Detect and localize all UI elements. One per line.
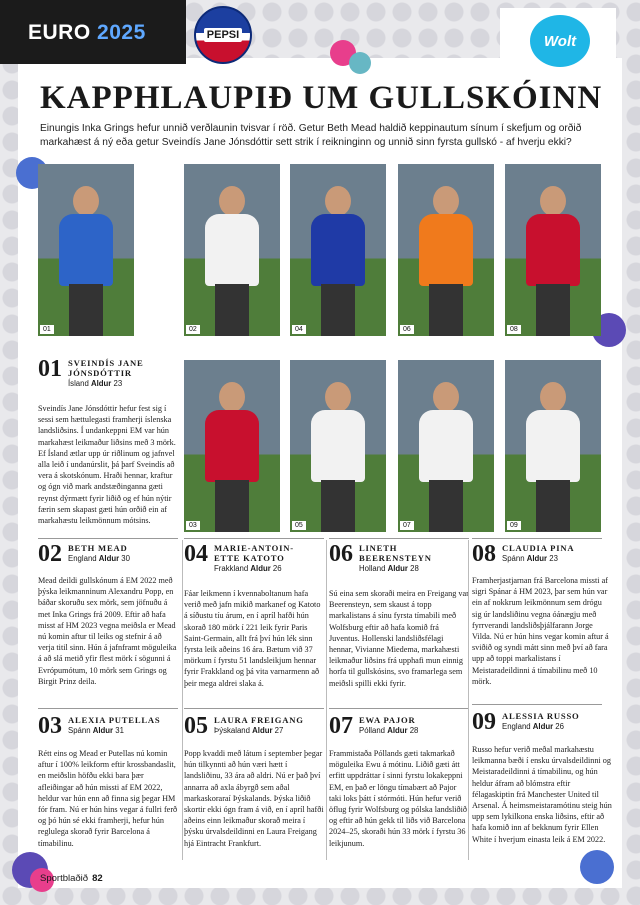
page-number: 82 (92, 873, 103, 884)
player-legs (321, 480, 355, 532)
player-name: ALESSIA RUSSO (502, 711, 580, 721)
player-shirt (526, 410, 580, 482)
column-divider (326, 540, 327, 860)
intro-paragraph: Einungis Inka Grings hefur unnið verðlaunin tvisvar í röð. Getur Beth Mead haldið keppinautum sínum í skefjum og orðið markahæst á ný eða getur Sveindís Jane Jónsdóttir sett strik í reikninginn og unnið sinn fyrsta gullskó - af hverju ekki? (40, 123, 582, 148)
player-meta: Holland Aldur 28 (359, 564, 419, 573)
euro-2025-banner: EURO 2025 (0, 0, 186, 64)
player-meta: Spánn Aldur 31 (68, 726, 124, 735)
player-description: Frammistaða Póllands gæti takmarkað möguleika Ewu á mótinu. Liðið gæti átt erfitt uppdráttar í sinni fyrstu lokakeppni EM, en það er löngu tímabært að Pajor taki loks þátt í stórmóti. Hún hefur verið öflug fyrir Wolfsburg og pólska landsliðið og eftir að hún gekk til liðs við Barcelona 2024–25, skoraði hún 33 mörk í fyrstu 36 leikjunum. (329, 749, 467, 848)
player-shirt (205, 410, 259, 482)
player-rank: 01 (38, 356, 62, 382)
photo-number: 09 (507, 521, 521, 530)
section-divider (38, 708, 178, 709)
photo-number: 03 (186, 521, 200, 530)
section-divider (38, 538, 178, 539)
player-shirt (311, 214, 365, 286)
player-heading (38, 543, 178, 565)
player-meta: Spánn Aldur 23 (502, 554, 558, 563)
player-name: LAURA FREIGANG (214, 715, 304, 725)
player-legs (215, 284, 249, 336)
player-head (433, 186, 459, 216)
player-shirt (419, 214, 473, 286)
player-head (219, 382, 245, 412)
wolt-logo: Wolt (530, 15, 590, 67)
section-divider (472, 538, 602, 539)
player-heading (329, 543, 469, 573)
headline: KAPPHLAUPIÐ UM GULLSKÓINN (40, 80, 603, 116)
player-description: Framherjastjarnan frá Barcelona missti af sigri Spánar á HM 2023, þar sem hún var ein af nokkrum leikmönnum sem drógu sig úr landsliðinu vegna óánægju með fyrrverandi landsliðsþjálfarann Jorge Vilda. Nú er hún hins vegar komin aftur á sviðið og syndi mátt sinn með því að fara upp að toppi markalistans í Meistaradeildinni á tímabilinu með 10 mörk. (472, 576, 609, 686)
page-footer (40, 873, 103, 884)
player-head (433, 382, 459, 412)
section-divider (329, 538, 469, 539)
player-shirt (205, 214, 259, 286)
player-head (540, 382, 566, 412)
player-head (540, 186, 566, 216)
photo-number: 04 (292, 325, 306, 334)
player-heading (184, 715, 324, 737)
player-photo (505, 360, 601, 532)
player-heading (472, 711, 612, 733)
player-name: EWA PAJOR (359, 715, 416, 725)
decor-dot-blue-bottom (580, 850, 614, 884)
photo-number: 07 (400, 521, 414, 530)
player-heading (184, 543, 324, 573)
player-photo (38, 164, 134, 336)
player-name: ALEXIA PUTELLAS (68, 715, 161, 725)
player-description: Mead deildi gullskónum á EM 2022 með þýska leikmanninum Alexandru Popp, en báðar skoruðu sex mörk, sem jöfnuðu á met Inka Grings frá 2009. Eftir að hafa misst af HM 2023 vegna meiðsla er Mead nú komin aftur til leiks og stefnir á að verja titil sinn. Hún á jafnframt möguleika á að slá metið yfir flest mörk í sögunni á Evrópumótum, 10 mörk sem Grings og Birgit Prinz deila. (38, 576, 177, 686)
player-head (325, 382, 351, 412)
player-heading (329, 715, 469, 737)
player-meta: Ísland Aldur 23 (68, 379, 123, 388)
player-rank: 04 (184, 541, 208, 567)
photo-number: 05 (292, 521, 306, 530)
player-shirt (311, 410, 365, 482)
player-meta: Frakkland Aldur 26 (214, 564, 282, 573)
footer-section: Sportblaðið (40, 873, 89, 884)
photo-number: 02 (186, 325, 200, 334)
player-shirt (419, 410, 473, 482)
section-divider (329, 708, 469, 709)
section-divider (184, 538, 324, 539)
player-legs (215, 480, 249, 532)
player-meta: Þýskaland Aldur 27 (214, 726, 284, 735)
player-rank: 08 (472, 541, 496, 567)
column-divider (468, 540, 469, 860)
player-photo (398, 164, 494, 336)
player-legs (536, 480, 570, 532)
player-heading (472, 543, 612, 565)
player-description: Russo hefur verið meðal markahæstu leikmanna bæði í ensku úrvalsdeildinni og Meistaradeildinni á tímabilinu, og hún heldur áfram að blómstra eftir félagaskiptin frá Manchester United til Arsenal. Á heimsmeistaramótinu steig hún upp sem lykilkona enska liðsins, eftir að hafa komið inn af bekknum fyrir Ellen White í hverjum einasta leik á EM 2022. (472, 745, 612, 844)
player-photo (184, 164, 280, 336)
player-rank: 06 (329, 541, 353, 567)
section-divider (472, 704, 602, 705)
player-rank: 05 (184, 713, 208, 739)
player-description: Rétt eins og Mead er Putellas nú komin aftur í 100% leikform eftir krossbandaslit, en meiðslin höfðu ekki bara þær afleiðingar að hún missti af EM 2022, heldur var hún enn að finna sig þegar HM fór fram. Nú er hún hins vegar á fullri ferð og þó hún sé ekki framherji, hefur hún reglulega skorað fyrir Barcelona á tímabilinu. (38, 749, 178, 848)
player-description: Sveindís Jane Jónsdóttir hefur fest sig í sessi sem hættulegasti framherji íslenska landsliðsins. Í undankeppni EM var hún markahæst leikmaður liðsins með 3 mörk. Ef Ísland ætlar upp úr riðlinum og jafnvel alla leið í undanúrslit, þá þarf Sveindís að vera á skotskónum. Hraði hennar, kraftur og ógn við mark andstæðinganna gæti reynst dýrmætt fyrir liðið og ef hún nýtir færin sem skapast gæti hún orðið ein af markahæstu leikmönnum mótsins. (38, 404, 176, 526)
player-description: Fáar leikmenn í kvennaboltanum hafa verið með jafn mikið markanef og Katoto á síðustu tíu árum, en í apríl hafði hún skorað 180 mörk í 221 leik fyrir Paris Saint-Germain, allt frá því hún lék sinn fyrsta leik aðeins 16 ára. Bætum við 37 mörkum í fyrstu 51 landsleikjum hennar fyrir Frakkland og þá vita varnarmenn að þeir mega aldrei slaka á. (184, 589, 321, 688)
player-legs (69, 284, 103, 336)
player-name: CLAUDIA PINA (502, 543, 575, 553)
photo-number: 06 (400, 325, 414, 334)
player-head (219, 186, 245, 216)
player-name: MARIE-ANTOIN- ETTE KATOTO (214, 543, 294, 563)
decor-dot-teal (349, 52, 371, 74)
player-photo (290, 164, 386, 336)
player-rank: 07 (329, 713, 353, 739)
player-heading (38, 715, 178, 737)
player-description: Sú eina sem skoraði meira en Freigang var Beerensteyn, sem skaust á topp markalistans á sínu fyrsta tímabili með Wolfsburg eftir að hafa komið frá Juventus. Hollenski landsliðsfélagi hennar, Vivianne Miedema, markahæsti leikmaður liðsins frá upphafi mun einnig horfa til gullskósins, svo framarlega sem meiðsli spilli ekki fyrir. (329, 589, 469, 688)
player-shirt (59, 214, 113, 286)
player-legs (321, 284, 355, 336)
player-legs (536, 284, 570, 336)
player-meta: Pólland Aldur 28 (359, 726, 419, 735)
player-shirt (526, 214, 580, 286)
photo-number: 08 (507, 325, 521, 334)
player-name: LINETH BEERENSTEYN (359, 543, 432, 563)
section-divider (184, 708, 324, 709)
player-description: Popp kvaddi með látum í september þegar hún tilkynnti að hún væri hætt í landsliðinu, 33 ára að aldri. Nú er það því annarra að axla ábyrgð sem aðal markaskoraraí Þýskalands. Þýska liðið skortir ekki ógn fram á við, en í apríl hafði aðeins einn leikmaður skorað meira í þýsku úrvalsdeildinni en Laura Freigang hjá Eintracht Frankfurt. (184, 749, 324, 848)
player-meta: England Aldur 30 (68, 554, 130, 563)
pepsi-logo: PEPSI (194, 6, 252, 64)
player-head (325, 186, 351, 216)
player-meta: England Aldur 26 (502, 722, 564, 731)
player-photo (184, 360, 280, 532)
player-photo (290, 360, 386, 532)
player-name: SVEINDÍS JANE JÓNSDÓTTIR (68, 358, 144, 378)
photo-number: 01 (40, 325, 54, 334)
player-name: BETH MEAD (68, 543, 128, 553)
player-rank: 02 (38, 541, 62, 567)
player-photo (505, 164, 601, 336)
player-legs (429, 480, 463, 532)
player-heading (38, 358, 178, 388)
player-rank: 09 (472, 709, 496, 735)
player-legs (429, 284, 463, 336)
player-rank: 03 (38, 713, 62, 739)
player-photo (398, 360, 494, 532)
player-head (73, 186, 99, 216)
column-divider (182, 540, 183, 860)
